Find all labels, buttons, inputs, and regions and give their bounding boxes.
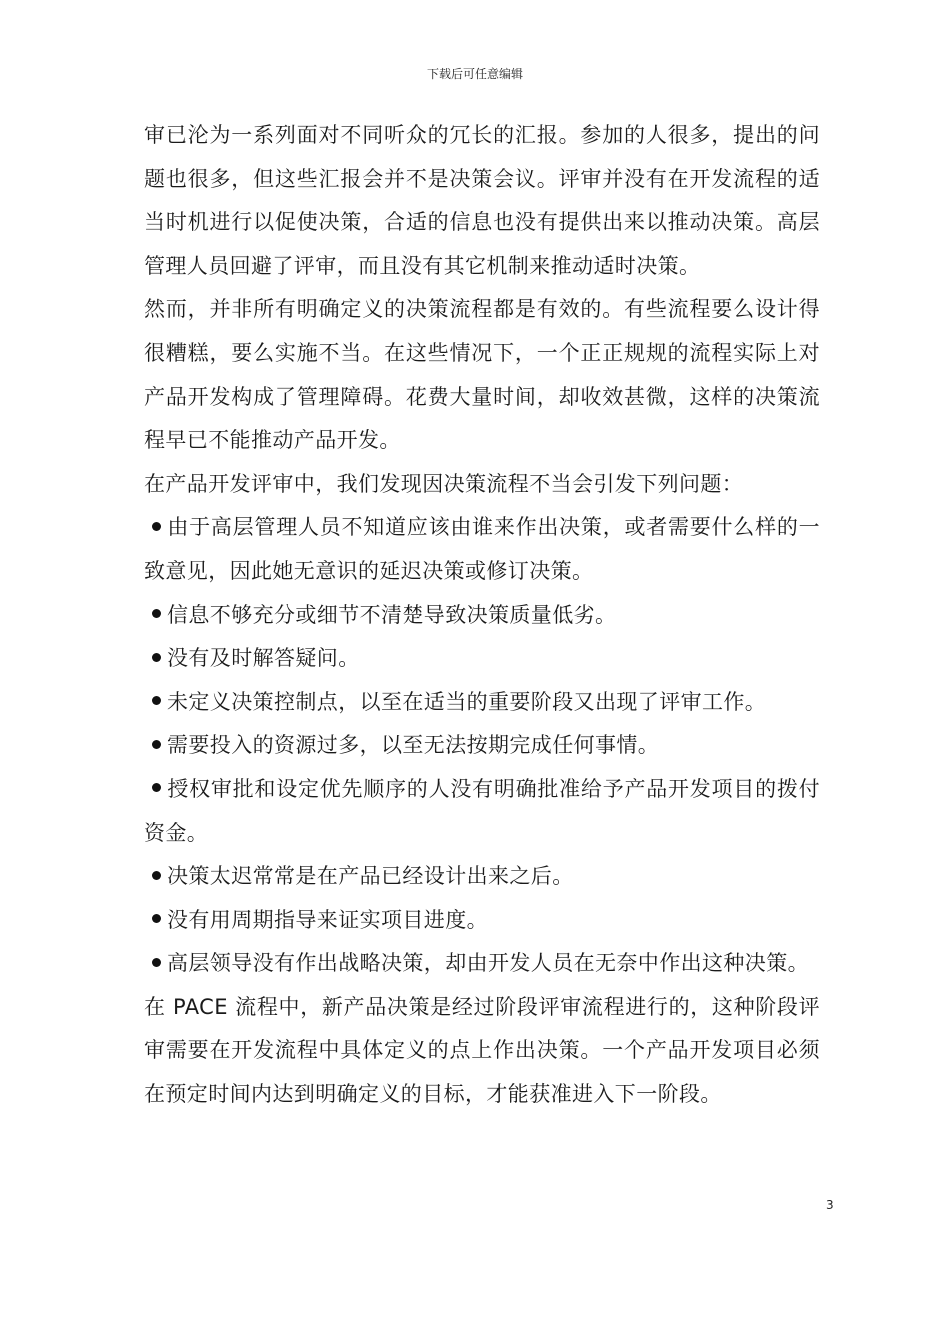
list-item xyxy=(144,942,820,986)
list-item xyxy=(144,855,820,899)
document-body xyxy=(144,114,820,1117)
list-item xyxy=(144,637,820,681)
list-item-text: 需要投入的资源过多，以至无法按期完成任何事情。 xyxy=(167,733,660,758)
paragraph-2: 然而，并非所有明确定义的决策流程都是有效的。有些流程要么设计得很糟糕，要么实施不当。在这些情况下，一个正正规规的流程实际上对产品开发构成了管理障碍。花费大量时间，却收效甚微，这样的决策流程早已不能推动产品开发。 xyxy=(144,297,820,453)
bullet-dot-icon xyxy=(152,522,161,531)
bullet-dot-icon xyxy=(152,958,161,967)
bullet-dot-icon xyxy=(152,696,161,705)
bullet-dot-icon xyxy=(152,653,161,662)
list-item xyxy=(144,506,820,593)
page-number: 3 xyxy=(826,1198,834,1212)
list-item-text: 没有及时解答疑问。 xyxy=(167,646,360,671)
list-item-text: 高层领导没有作出战略决策，却由开发人员在无奈中作出这种决策。 xyxy=(167,951,809,976)
list-item xyxy=(144,724,820,768)
list-item-text: 授权审批和设定优先顺序的人没有明确批准给予产品开发项目的拨付资金。 xyxy=(144,776,820,845)
list-item xyxy=(144,594,820,638)
bullet-dot-icon xyxy=(152,914,161,923)
bullet-list xyxy=(144,506,820,986)
paragraph-1: 审已沦为一系列面对不同听众的冗长的汇报。参加的人很多，提出的问题也很多，但这些汇报会并不是决策会议。评审并没有在开发流程的适当时机进行以促使决策，合适的信息也没有提供出来以推动决策。高层管理人员回避了评审，而且没有其它机制来推动适时决策。 xyxy=(144,123,820,278)
bullet-dot-icon xyxy=(152,871,161,880)
list-item-text: 由于高层管理人员不知道应该由谁来作出决策，或者需要什么样的一致意见，因此她无意识的延迟决策或修订决策。 xyxy=(144,515,820,583)
paragraph-4: 在 PACE 流程中，新产品决策是经过阶段评审流程进行的，这种阶段评审需要在开发流程中具体定义的点上作出决策。一个产品开发项目必须在预定时间内达到明确定义的目标，才能获准进入下一阶段。 xyxy=(144,994,820,1107)
list-item-text: 未定义决策控制点，以至在适当的重要阶段又出现了评审工作。 xyxy=(167,689,767,714)
list-item-text: 决策太迟常常是在产品已经设计出来之后。 xyxy=(167,864,574,889)
list-item xyxy=(144,768,820,855)
bullet-dot-icon xyxy=(152,783,161,792)
list-item-text: 信息不够充分或细节不清楚导致决策质量低劣。 xyxy=(167,602,617,627)
paragraph-3: 在产品开发评审中，我们发现因决策流程不当会引发下列问题： xyxy=(144,471,744,496)
list-item xyxy=(144,681,820,725)
list-item xyxy=(144,899,820,943)
bullet-dot-icon xyxy=(152,740,161,749)
page-header: 下载后可任意编辑 xyxy=(426,67,523,81)
list-item-text: 没有用周期指导来证实项目进度。 xyxy=(167,907,488,932)
bullet-dot-icon xyxy=(152,609,161,618)
